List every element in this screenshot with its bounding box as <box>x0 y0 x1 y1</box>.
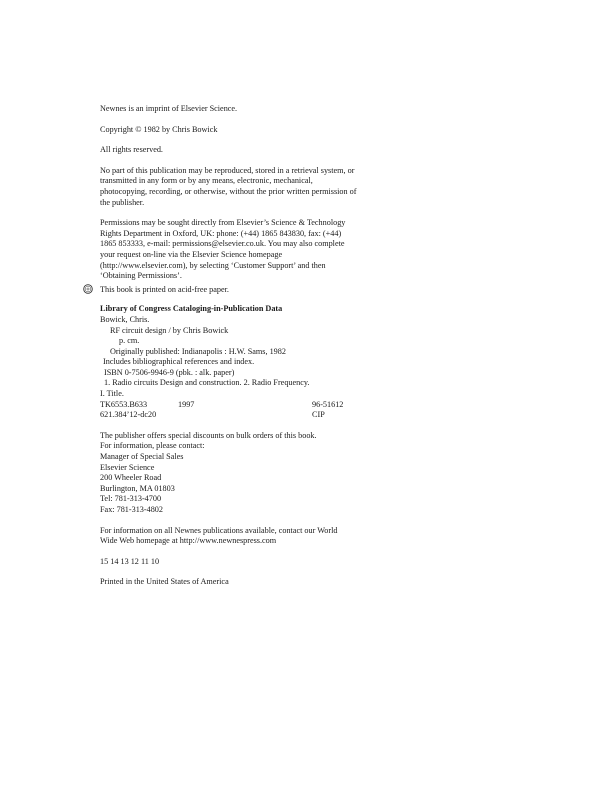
special-sales-line: Fax: 781-313-4802 <box>100 505 163 514</box>
cip-originally-published: Originally published: Indianapolis : H.W. Sams, 1982 <box>110 346 286 356</box>
cip-book-title: RF circuit design / by Chris Bowick <box>110 325 229 335</box>
reproduction-notice-line: transmitted in any form or by any means, electronic, mechanical, <box>100 176 313 186</box>
cip-includes: Includes bibliographical references and index. <box>103 357 255 367</box>
special-sales-line: For information, please contact: <box>100 441 205 451</box>
special-sales-line: Tel: 781-313-4700 <box>100 494 162 504</box>
special-sales-line: Elsevier Science <box>100 462 155 472</box>
permissions-notice-line: (http://www.elsevier.com), by selecting ‘Customer Support’ and then <box>100 260 326 270</box>
newnes-info-line: For information on all Newnes publications available, contact our World <box>100 525 338 535</box>
special-sales-line: Manager of Special Sales <box>100 452 184 462</box>
cip-classification-row <box>100 400 480 411</box>
cip-author: Bowick, Chris. <box>100 314 150 324</box>
copyright-statement: Copyright © 1982 by Chris Bowick <box>100 124 218 134</box>
printing-numbers: 15 14 13 12 11 10 <box>100 556 160 566</box>
rights-statement: All rights reserved. <box>100 145 163 155</box>
cip-dewey-number: 621.384’12-dc20 <box>100 410 157 420</box>
cip-title-entry: I. Title. <box>100 389 124 399</box>
acid-free-text: This book is printed on acid-free paper. <box>100 284 229 294</box>
permissions-notice-line: Rights Department in Oxford, UK: phone: (+44) 1865 843830, fax: (+44) <box>100 228 342 238</box>
cip-subjects: 1. Radio circuits Design and construction. 2. Radio Frequency. <box>104 378 310 388</box>
reproduction-notice-line: photocopying, recording, or otherwise, without the prior written permission of <box>100 186 357 196</box>
cip-lccn: 96-51612 <box>312 399 344 409</box>
cip-dewey-row <box>100 410 480 421</box>
permissions-notice-line: 1865 853333, e-mail: permissions@elsevier.co.uk. You may also complete <box>100 239 345 249</box>
cip-title: Library of Congress Cataloging-in-Publication Data <box>100 304 283 314</box>
newnes-info-notice <box>100 526 480 547</box>
permissions-notice-line: Permissions may be sought directly from Elsevier’s Science & Technology <box>100 218 346 228</box>
imprint-statement: Newnes is an imprint of Elsevier Science. <box>100 104 238 113</box>
special-sales-line: The publisher offers special discounts on bulk orders of this book. <box>100 430 317 440</box>
cip-isbn: ISBN 0-7506-9946-9 (pbk. : alk. paper) <box>104 367 235 377</box>
cip-label: CIP <box>312 410 325 420</box>
permissions-notice-line: ‘Obtaining Permissions’. <box>100 271 182 281</box>
special-sales-notice <box>100 431 480 516</box>
reproduction-notice-line: No part of this publication may be reproduced, stored in a retrieval system, or <box>100 165 355 175</box>
reproduction-notice-line: the publisher. <box>100 197 145 207</box>
reproduction-notice <box>100 166 480 208</box>
permissions-notice <box>100 218 480 282</box>
printed-in-statement: Printed in the United States of America <box>100 577 229 587</box>
acid-free-paper-icon <box>83 284 93 294</box>
acid-free-notice <box>100 285 480 296</box>
copyright-content <box>100 104 480 588</box>
cip-lc-call-number: TK6553.B633 <box>100 399 148 409</box>
newnes-info-line: Wide Web homepage at http://www.newnespress.com <box>100 536 277 546</box>
permissions-notice-line: your request on-line via the Elsevier Science homepage <box>100 249 283 259</box>
special-sales-line: Burlington, MA 01803 <box>100 483 175 493</box>
cip-block <box>100 304 480 421</box>
cip-lc-year: 1997 <box>178 399 195 409</box>
special-sales-line: 200 Wheeler Road <box>100 473 162 483</box>
cip-pagination: p. cm. <box>119 336 140 346</box>
